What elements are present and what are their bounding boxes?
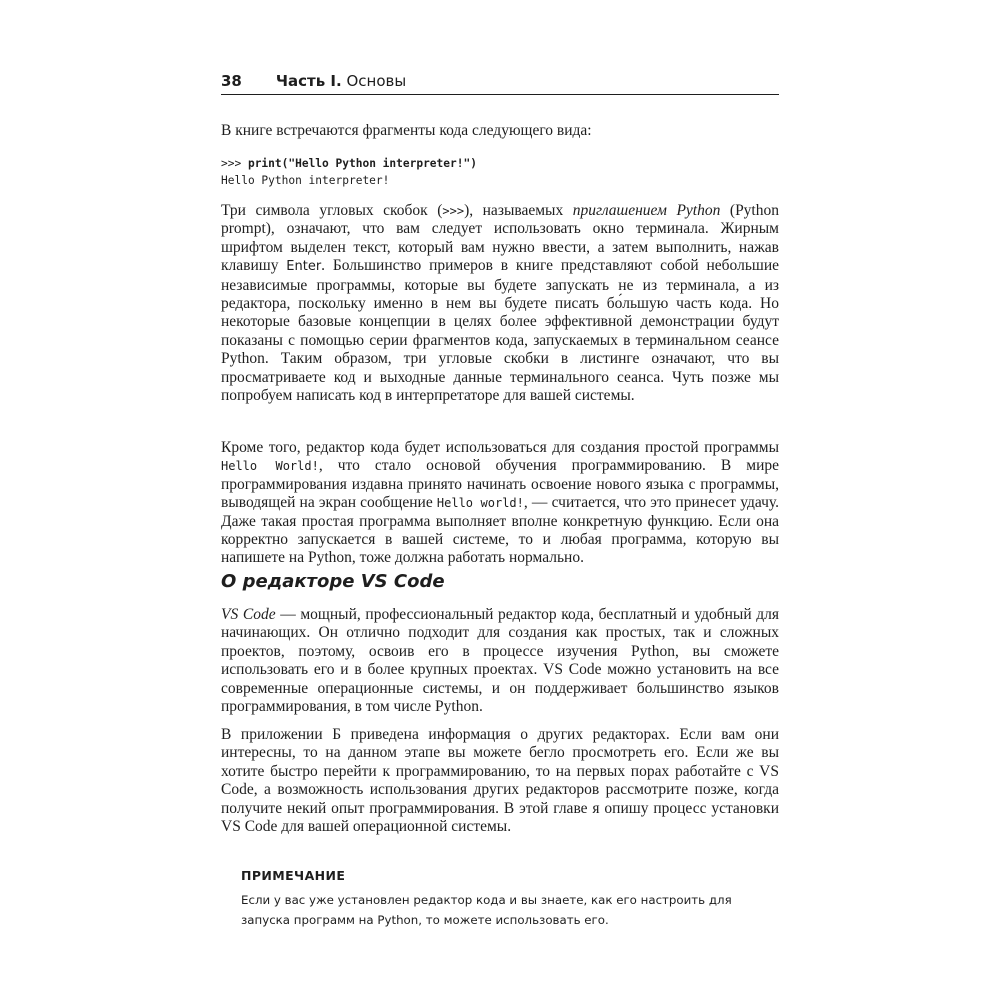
para1-text-g: . Большинство примеров в книге представляют собой небольшие независимые программы, которые вы будете запускать не из терминала, а из редактора, поскольку именно в нем вы будете писать бо́льшую часть кода. Но некоторые базовые концепции в целях более эффективной демонстрации будут показаны с помощью серии фрагментов кода, запускаемых в терминальном сеансе Python. Таким образом, три угловые скобки в листинге означают, что вы просматриваете код и выходные данные терминального сеанса. Чуть позже мы попробуем написать код в интерпретаторе для вашей системы. xyxy=(221,257,779,405)
part-label: Часть I. xyxy=(275,72,342,90)
section-label: Основы xyxy=(346,72,407,90)
para1-text-c: ), называемых xyxy=(464,202,573,219)
paragraph-prompt xyxy=(221,202,779,405)
intro-text: В книге встречаются фрагменты кода следующего вида: xyxy=(221,122,592,139)
paragraph-other-editors: В приложении Б приведена информация о других редакторах. Если вам они интересны, то на данном этапе вы можете бегло просмотреть его. Если же вы хотите быстро перейти к программированию, то на первых порах работайте с VS Code, а возможность использования других редакторов рассмотрите позже, когда получите некий опыт программирования. В этой главе я опишу процесс установки VS Code для вашей операционной системы. xyxy=(221,726,779,836)
para2-text-c: , что стало основой обучения программированию. В мире программирования издавна принято начинать освоение нового языка с программы, выводящей на экран сообщение xyxy=(221,457,779,512)
para2-text-e: , — считается, что это принесет удачу. Даже такая простая программа выполняет вполне конкретную функцию. Если она корректно запускается в вашей системе, то и любая программа, которую вы напишете на Python, тоже должна работать нормально. xyxy=(221,494,779,567)
para1-term: приглашением Python xyxy=(572,202,721,219)
page-number: 38 xyxy=(221,72,242,90)
paragraph-hello-world xyxy=(221,439,779,568)
para2-text-a: Кроме того, редактор кода будет использоваться для создания простой программы xyxy=(221,439,779,456)
para3-text: — мощный, профессиональный редактор кода, бесплатный и удобный для начинающих. Он отлично подходит для создания как простых, так и сложных проектов, поэтому, освоив его в процессе изучения Python, вы сможете использовать его и в более крупных проектах. VS Code можно установить на все современные операционные системы, и он поддерживает большинство языков программирования, в том числе Python. xyxy=(221,606,780,716)
para2-code-a: Hello World! xyxy=(221,459,319,474)
section-heading: О редакторе VS Code xyxy=(221,571,445,592)
code-command: print("Hello Python interpreter!") xyxy=(247,157,477,170)
para1-prompt-symbol: >>> xyxy=(442,204,465,218)
code-output: Hello Python interpreter! xyxy=(221,174,390,187)
book-page xyxy=(221,68,780,927)
code-prompt: >>> xyxy=(221,157,248,170)
code-listing xyxy=(221,155,477,189)
note-text: Если у вас уже установлен редактор кода и вы знаете, как его настроить для запуска программ на Python, то можете использовать его. xyxy=(241,893,732,927)
running-header xyxy=(221,68,779,95)
para2-code-b: Hello world! xyxy=(436,496,524,511)
para3-term: VS Code xyxy=(221,606,276,623)
note-title: ПРИМЕЧАНИЕ xyxy=(241,868,346,883)
paragraph-vscode xyxy=(221,606,779,716)
para1-text-a: Три символа угловых скобок ( xyxy=(221,202,443,219)
para1-enter-key: Enter xyxy=(286,259,322,275)
para1-text-e: (Python prompt), означают, что вам следует использовать окно терминала. Жирным шрифтом выделен текст, который вам нужно ввести, а затем выполнить, нажав клавишу xyxy=(221,202,779,275)
